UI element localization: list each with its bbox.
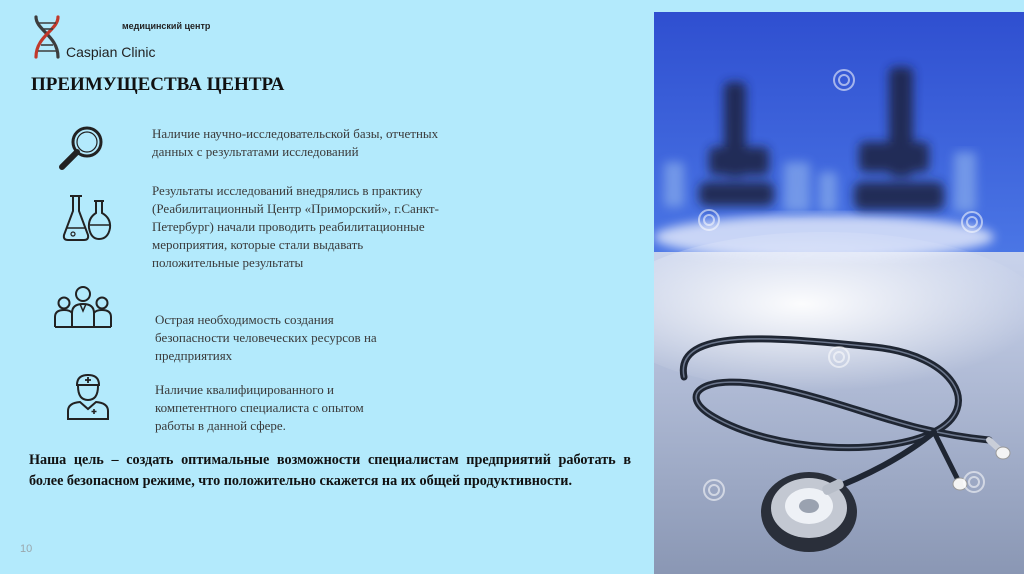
doctor-icon (64, 373, 112, 421)
advantage-text-1: Наличие научно-исследовательской базы, отчетных данных с результатами исследований (152, 126, 439, 159)
dna-logo-icon (30, 14, 64, 60)
magnifier-icon (56, 123, 108, 173)
people-group-icon (53, 285, 113, 329)
advantage-text-3: Острая необходимость создания безопасности человеческих ресурсов на предприятиях (155, 312, 377, 363)
clinic-logo (30, 14, 230, 66)
stethoscope-and-microscopes-photo (654, 12, 1024, 574)
page-number: 10 (20, 543, 33, 555)
page-title: ПРЕИМУЩЕСТВА ЦЕНТРА (31, 74, 285, 95)
logo-subtitle: медицинский центр (122, 21, 211, 31)
goal-statement: Наша цель – создать оптимальные возможности специалистам предприятий работать в более безопасном режиме, что положительно скажется на их общей продуктивности. (29, 452, 631, 489)
advantage-text-2: Результаты исследований внедрялись в практику (Реабилитационный Центр «Приморский», г.Санкт- Петербург) начали проводить реабилитационные мероприятия, которые стали выдавать положительные результаты (152, 183, 439, 270)
logo-name: Caspian Clinic (66, 44, 156, 60)
advantage-text-4: Наличие квалифицированного и компетентного специалиста с опытом работы в данной сфере. (155, 382, 364, 433)
flasks-icon (60, 193, 114, 243)
